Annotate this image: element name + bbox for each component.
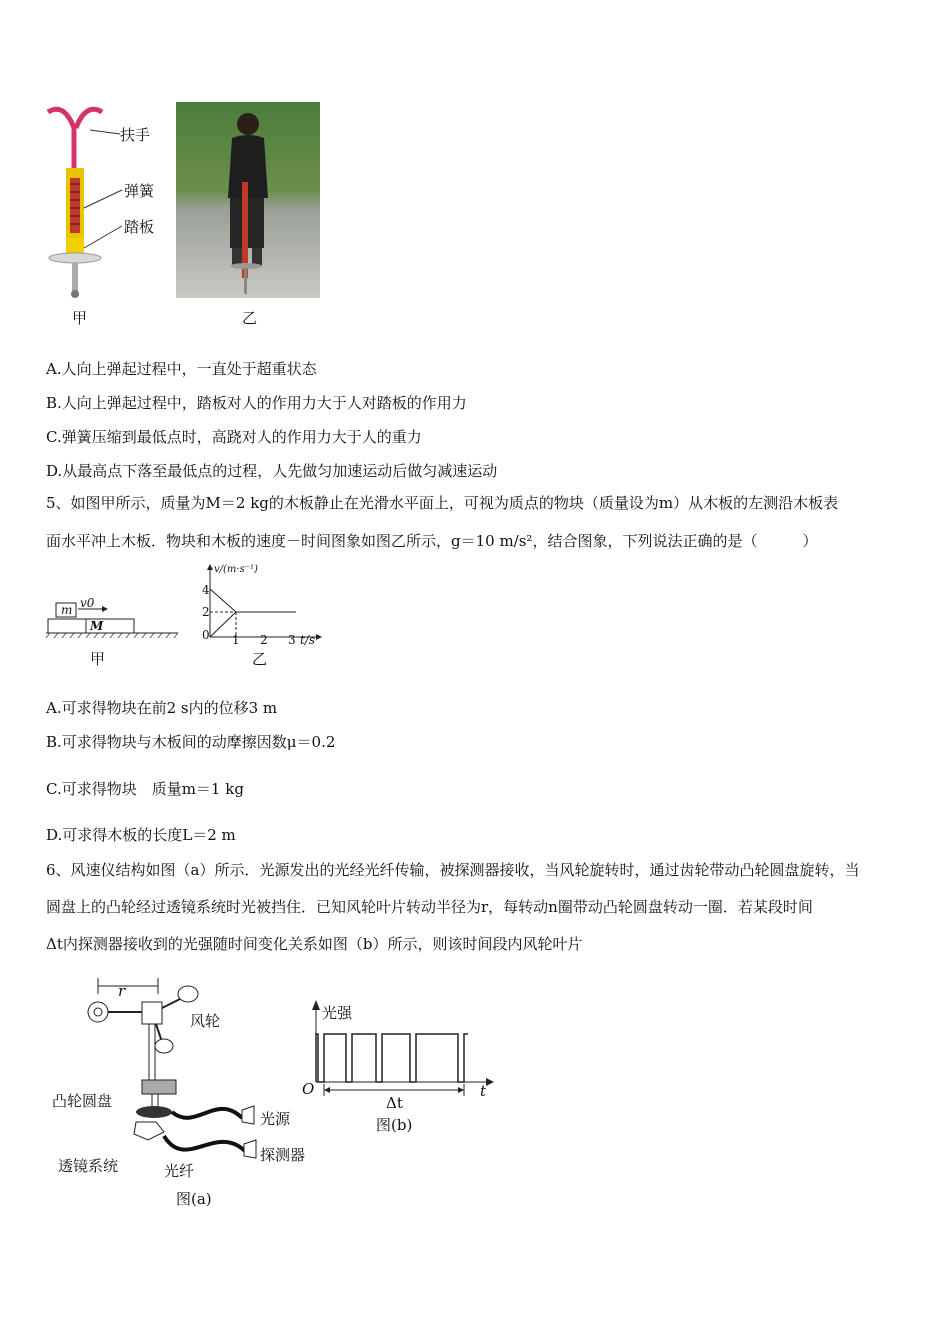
- label-cam-disk: 凸轮圆盘: [52, 1092, 113, 1110]
- q4-option-c: C.弹簧压缩到最低点时，高跷对人的作用力大于人的重力: [46, 428, 422, 446]
- vt-ylabel: v/(m·s⁻¹): [214, 564, 258, 575]
- vt-xtick-2: 2: [260, 633, 268, 647]
- q4-option-b: B.人向上弹起过程中，踏板对人的作用力大于人对踏板的作用力: [46, 394, 467, 412]
- q5-option-a: A.可求得物块在前2 s内的位移3 m: [46, 699, 278, 717]
- vt-xtick-1: 1: [232, 633, 240, 647]
- caption-fig-jia: 甲: [90, 650, 106, 668]
- label-detector: 探测器: [260, 1146, 306, 1164]
- caption-fig-a: 图(a): [176, 1190, 212, 1208]
- label-t: t: [480, 1082, 487, 1100]
- caption-fig-b: 图(b): [376, 1116, 413, 1134]
- label-r: r: [118, 982, 126, 1000]
- q6-stem-line3: Δt内探测器接收到的光强随时间变化关系如图（b）所示，则该时间段内风轮叶片: [46, 935, 583, 953]
- vt-xtick-3: 3: [288, 633, 296, 647]
- label-v0: v0: [80, 596, 95, 610]
- label-spring: 弹簧: [124, 182, 155, 200]
- q6-stem-line2: 圆盘上的凸轮经过透镜系统时光被挡住．已知风轮叶片转动半径为r，每转动n圈带动凸轮圆盘转动一圈．若某段时间: [46, 898, 813, 916]
- vt-xlabel: t/s: [300, 633, 316, 647]
- label-delta-t: Δt: [386, 1094, 403, 1112]
- label-block-m: m: [61, 603, 73, 617]
- label-pedal: 踏板: [124, 218, 155, 236]
- label-light-intensity: 光强: [322, 1004, 353, 1022]
- vt-origin: 0: [202, 628, 210, 642]
- vt-ytick-4: 4: [202, 583, 210, 597]
- pogo-stick-diagram: [40, 98, 130, 308]
- caption-fig-yi: 乙: [252, 650, 268, 668]
- label-lens-system: 透镜系统: [58, 1157, 119, 1175]
- q4-option-d: D.从最高点下落至最低点的过程，人先做匀加速运动后做匀减速运动: [46, 462, 498, 480]
- label-fiber: 光纤: [164, 1162, 195, 1180]
- label-origin-o: O: [302, 1080, 315, 1098]
- label-handle: 扶手: [120, 126, 151, 144]
- q5-option-c: C.可求得物块 质量m＝1 kg: [46, 780, 244, 798]
- caption-yi: 乙: [242, 309, 258, 327]
- q5-stem-line1: 5、如图甲所示，质量为M＝2 kg的木板静止在光滑水平面上，可视为质点的物块（质量设为m）从木板的左测沿木板表: [46, 494, 839, 512]
- q6-stem-line1: 6、风速仪结构如图（a）所示．光源发出的光经光纤传输，被探测器接收，当风轮旋转时，通过齿轮带动凸轮圆盘旋转，当: [46, 861, 860, 879]
- label-wind-wheel: 风轮: [190, 1012, 221, 1030]
- q4-option-a: A.人向上弹起过程中，一直处于超重状态: [46, 360, 317, 378]
- q5-option-d: D.可求得木板的长度L＝2 m: [46, 826, 236, 844]
- caption-jia: 甲: [72, 309, 88, 327]
- label-light-source: 光源: [260, 1110, 291, 1128]
- q5-stem-line2: 面水平冲上木板．物块和木板的速度－时间图象如图乙所示，g＝10 m/s²，结合图象，下列说法正确的是（ ）: [46, 532, 818, 550]
- label-board-M: M: [90, 619, 104, 633]
- pogo-photo: [176, 102, 320, 298]
- vt-ytick-2: 2: [202, 605, 210, 619]
- q5-option-b: B.可求得物块与木板间的动摩擦因数μ＝0.2: [46, 733, 336, 751]
